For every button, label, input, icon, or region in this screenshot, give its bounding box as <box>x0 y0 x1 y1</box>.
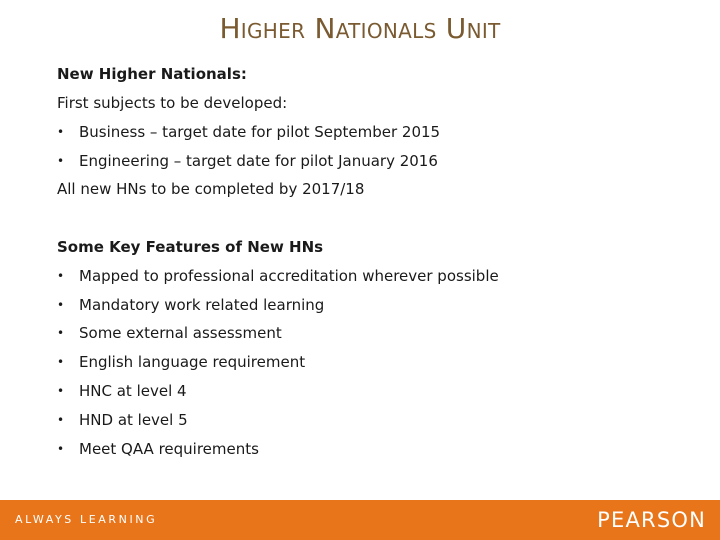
bullet-icon: • <box>57 413 65 427</box>
bullet-icon: • <box>57 125 65 139</box>
completion-note: All new HNs to be completed by 2017/18 <box>57 180 365 198</box>
bullet-icon: • <box>57 442 65 456</box>
list-item-text: HND at level 5 <box>79 411 188 429</box>
list-item-text: Mandatory work related learning <box>79 296 325 314</box>
bullet-icon: • <box>57 154 65 168</box>
slide-title: Higher Nationals Unit <box>219 12 501 45</box>
bullet-icon: • <box>57 298 65 312</box>
intro-text: First subjects to be developed: <box>57 94 288 112</box>
list-item-text: HNC at level 4 <box>79 382 187 400</box>
bullet-icon: • <box>57 384 65 398</box>
list-item-text: Meet QAA requirements <box>79 440 259 458</box>
pearson-logo: PEARSON <box>597 508 706 532</box>
footer-tagline: ALWAYS LEARNING <box>15 513 158 526</box>
footer-bar <box>0 500 720 540</box>
list-item-text: Engineering – target date for pilot January 2016 <box>79 152 438 170</box>
section-heading-key-features: Some Key Features of New HNs <box>57 238 324 256</box>
list-item-text: Some external assessment <box>79 324 282 342</box>
bullet-icon: • <box>57 326 65 340</box>
bullet-icon: • <box>57 355 65 369</box>
section-heading-new-hns: New Higher Nationals: <box>57 65 247 83</box>
bullet-icon: • <box>57 269 65 283</box>
list-item-text: Business – target date for pilot September 2015 <box>79 123 441 141</box>
list-item-text: Mapped to professional accreditation wherever possible <box>79 267 499 285</box>
list-item-text: English language requirement <box>79 353 306 371</box>
